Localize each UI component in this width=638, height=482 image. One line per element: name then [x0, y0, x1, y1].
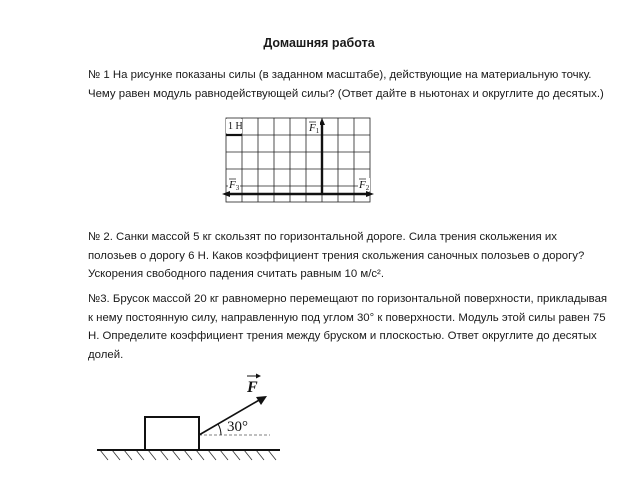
task-3-line: №3. Брусок массой 20 кг равномерно перемещают по горизонтальной поверхности, прикладывая [88, 293, 608, 305]
task-3-line: долей. [88, 348, 124, 361]
task-3-line: Н. Определите коэффициент трения между бруском и плоскостью. Ответ округлите до десятых [88, 330, 597, 342]
force-1-label: F1 [309, 122, 320, 135]
task-3-text [88, 290, 608, 364]
task-3-block-diagram [85, 368, 295, 468]
grid-lines [226, 118, 370, 202]
ground-hatching [100, 450, 276, 460]
angle-arc [218, 424, 221, 435]
task-1-text: № 1 На рисунке показаны силы (в заданном масштабе), действующие на материальную точку. Чему равен модуль равнодействующей силы? (Ответ дайте в ньютонах и округлите до десятых.) [88, 69, 604, 100]
task-2-text: № 2. Санки массой 5 кг скользят по горизонтальной дороге. Сила трения скольжения их полозьев о дорогу 6 Н. Каков коэффициент трения скольжения саночных полозьев о дорогу? Ускорения свободного падения считать равным 10 м/с². [88, 231, 585, 280]
page-title: Домашняя работа [263, 36, 375, 50]
task-3-line: к нему постоянную силу, направленную под углом 30° к поверхности. Модуль этой силы равен 75 [88, 311, 606, 324]
block [145, 417, 199, 450]
force-3-label: F3 [229, 179, 240, 192]
task-1-force-diagram [220, 114, 380, 206]
force-label: F [247, 379, 258, 396]
angle-label: 30° [227, 419, 248, 435]
scale-label: 1 Н [228, 121, 243, 132]
force-2-label: F2 [359, 179, 370, 192]
